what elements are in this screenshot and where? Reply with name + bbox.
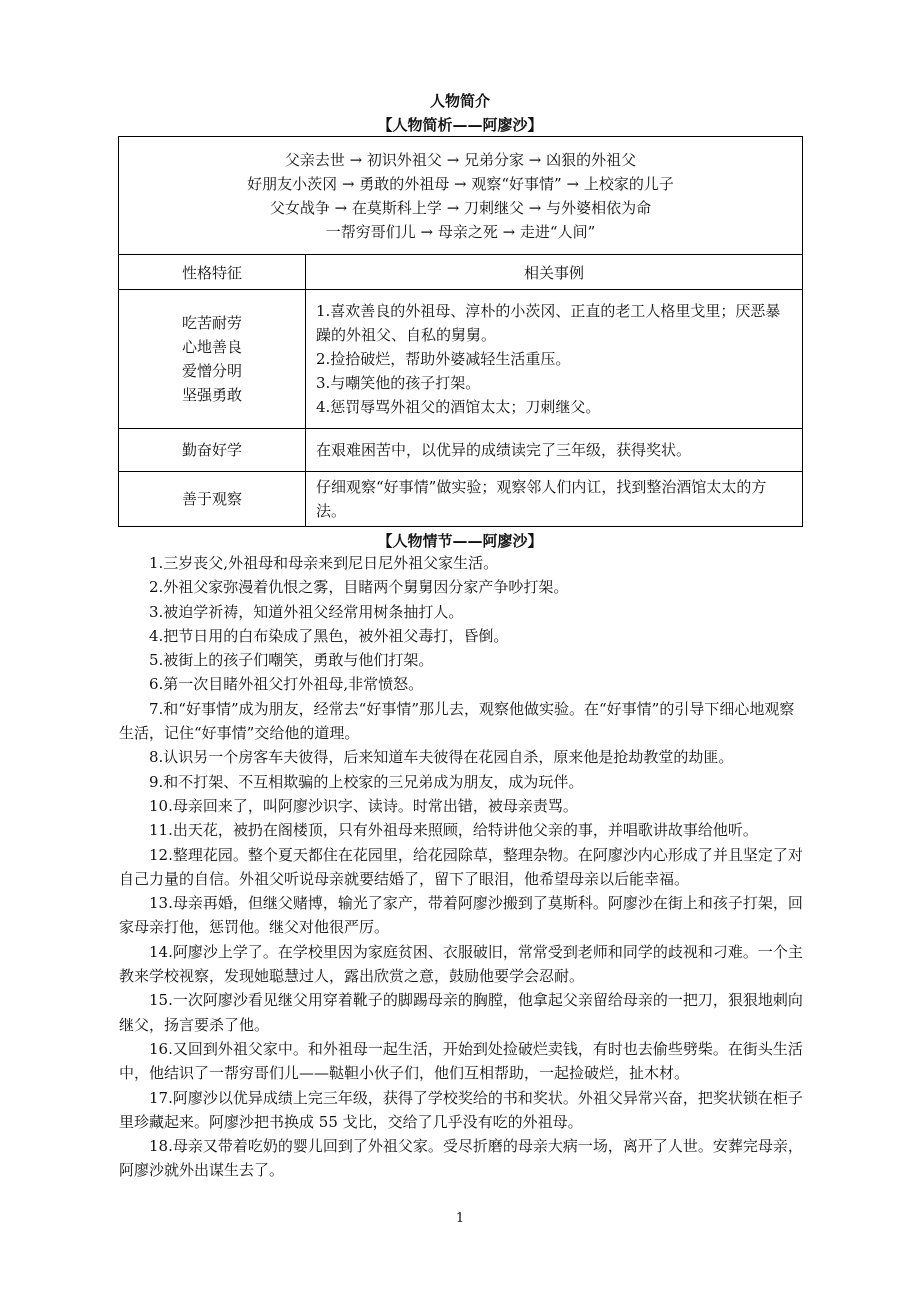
character-analysis-table (118, 136, 803, 527)
flow-line: 父亲去世 → 初识外祖父 → 兄弟分家 → 凶狠的外祖父 (284, 150, 637, 169)
plot-event: 14.阿廖沙上学了。在学校里因为家庭贫困、衣服破旧，常常受到老师和同学的歧视和刁难。一个主教来学校视察，发现她聪慧过人，露出欣赏之意，鼓励他要学会忍耐。 (119, 942, 803, 986)
plot-event: 3.被迫学祈祷，知道外祖父经常用树条抽打人。 (149, 602, 464, 621)
trait-label: 爱憎分明 (181, 362, 242, 380)
example-cell (306, 472, 803, 527)
plot-event-list (119, 551, 803, 1183)
page-number: 1 (455, 1211, 465, 1226)
table-row (119, 472, 803, 527)
plot-event: 1.三岁丧父,外祖母和母亲来到尼日尼外祖父家生活。 (149, 554, 499, 572)
plot-event: 11.出天花，被扔在阁楼顶，只有外祖母来照顾，给特讲他父亲的事，并唱歌讲故事给他听。 (149, 821, 758, 840)
example-text: 2.捡拾破烂，帮助外婆减轻生活重压。 (316, 350, 571, 368)
plot-event: 16.又回到外祖父家中。和外祖母一起生活，开始到处捡破烂卖钱，有时也去偷些劈柴。在街头生活中，他结识了一帮穷哥们儿——鞑靼小伙子们，他们互相帮助，一起捡破烂，扯木材。 (119, 1039, 803, 1083)
plot-event: 4.把节日用的白布染成了黑色，被外祖父毒打，昏倒。 (149, 626, 509, 645)
plot-event: 5.被街上的孩子们嘲笑，勇敢与他们打架。 (149, 651, 434, 670)
plot-flow-box (119, 137, 803, 255)
flow-line: 好朋友小茨冈 → 勇敢的外祖母 → 观察“好事情” → 上校家的儿子 (247, 174, 674, 193)
trait-cell (119, 472, 306, 527)
trait-cell (119, 290, 306, 429)
plot-event: 9.和不打架、不互相欺骗的上校家的三兄弟成为朋友，成为玩伴。 (149, 772, 584, 791)
example-cell (306, 290, 803, 429)
plot-event: 2.外祖父家弥漫着仇恨之雾，目睹两个舅舅因分家产争吵打架。 (149, 578, 569, 597)
flow-line: 父女战争 → 在莫斯科上学 → 刀刺继父 → 与外婆相依为命 (269, 198, 652, 217)
flow-line: 一帮穷哥们儿 → 母亲之死 → 走进“人间” (325, 222, 596, 241)
section-title-analysis: 【人物简析——阿廖沙】 (377, 116, 543, 134)
header-examples: 相关事例 (306, 255, 803, 290)
trait-label: 勤奋好学 (181, 441, 242, 459)
plot-event: 18.母亲又带着吃奶的婴儿回到了外祖父家。受尽折磨的母亲大病一场，离开了人世。安葬完母亲，阿廖沙就外出谋生去了。 (119, 1137, 803, 1180)
example-text: 4.惩罚辱骂外祖父的酒馆太太；刀刺继父。 (316, 398, 601, 416)
plot-event: 7.和“好事情”成为朋友，经常去“好事情”那儿去，观察他做实验。在“好事情”的引导下细心地观察生活，记住“好事情”交给他的道理。 (119, 699, 795, 743)
section-title-plot: 【人物情节——阿廖沙】 (377, 532, 543, 550)
plot-event: 10.母亲回来了，叫阿廖沙识字、读诗。时常出错，被母亲责骂。 (149, 796, 578, 815)
trait-label: 吃苦耐劳 (181, 314, 242, 332)
plot-event: 8.认识另一个房客车夫彼得，后来知道车夫彼得在花园自杀，原来他是抢劫教堂的劫匪。 (149, 748, 734, 767)
header-trait: 性格特征 (119, 255, 306, 290)
table-row (119, 290, 803, 429)
example-text: 3.与嘲笑他的孩子打架。 (316, 374, 481, 392)
plot-event: 6.第一次目睹外祖父打外祖母,非常愤怒。 (149, 675, 424, 694)
page-title: 人物简介 (429, 92, 490, 110)
table-row (119, 429, 803, 472)
plot-event: 12.整理花园。整个夏天都住在花园里，给花园除草，整理杂物。在阿廖沙内心形成了并且坚定了对自己力量的自信。外祖父听说母亲就要结婚了，留下了眼泪，他希望母亲以后能幸福。 (119, 845, 803, 888)
plot-event: 15.一次阿廖沙看见继父用穿着靴子的脚踢母亲的胸膛，他拿起父亲留给母亲的一把刀，狠狠地刺向继父，扬言要杀了他。 (119, 991, 803, 1034)
trait-cell (119, 429, 306, 472)
example-cell (306, 429, 803, 472)
trait-label: 善于观察 (181, 490, 242, 508)
plot-event: 17.阿廖沙以优异成绩上完三年级，获得了学校奖给的书和奖状。外祖父异常兴奋，把奖状锁在柜子里珍藏起来。阿廖沙把书换成 55 戈比，交给了几乎没有吃的外祖母。 (119, 1088, 803, 1131)
example-text: 1.喜欢善良的外祖母、淳朴的小茨冈、正直的老工人格里戈里；厌恶暴躁的外祖父、自私的舅舅。 (316, 302, 781, 344)
trait-label: 心地善良 (181, 338, 242, 356)
plot-event: 13.母亲再婚，但继父赌博，输光了家产，带着阿廖沙搬到了莫斯科。阿廖沙在街上和孩子打架，回家母亲打他，惩罚他。继父对他很严厉。 (119, 894, 803, 937)
example-text: 仔细观察“好事情”做实验；观察邻人们内讧，找到整治酒馆太太的方法。 (316, 478, 767, 520)
trait-label: 坚强勇敢 (181, 386, 242, 404)
example-text: 在艰难困苦中，以优异的成绩读完了三年级，获得奖状。 (316, 441, 692, 459)
